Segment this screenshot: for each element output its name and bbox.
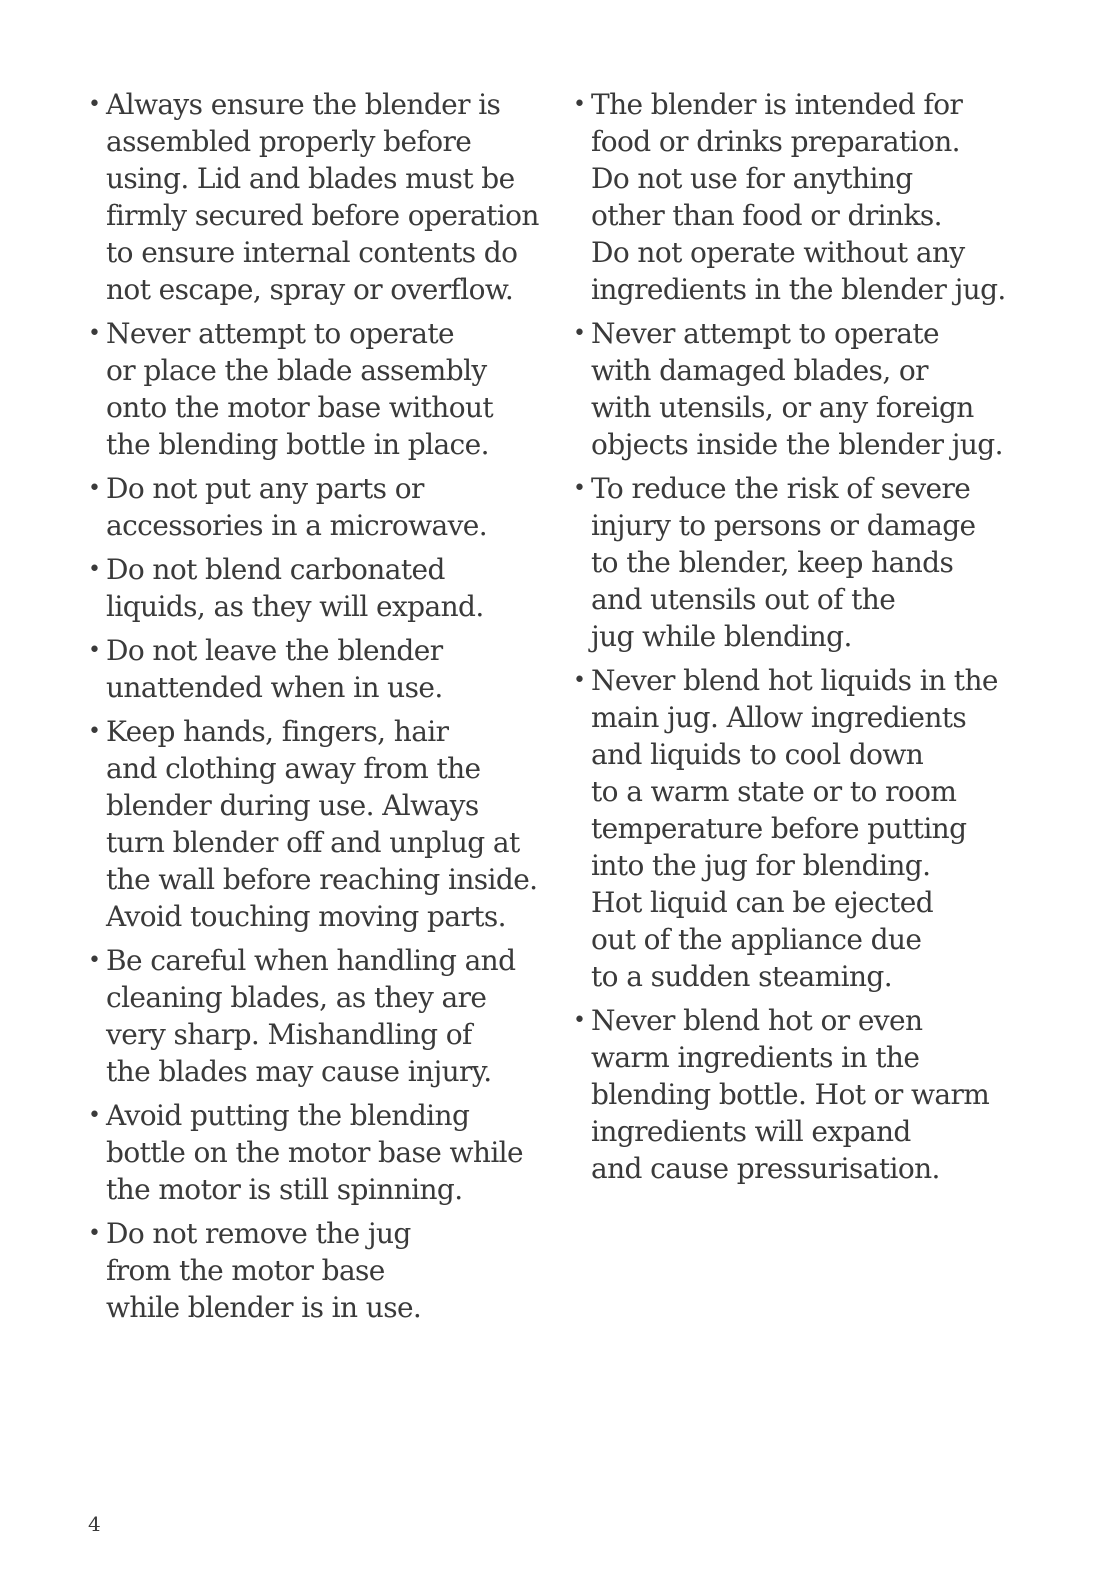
safety-item bbox=[88, 470, 548, 544]
safety-item-line: Do not leave the blender bbox=[106, 634, 443, 667]
safety-item-line: and cause pressurisation. bbox=[591, 1152, 940, 1185]
safety-item-line: unattended when in use. bbox=[106, 671, 443, 704]
safety-item-line: turn blender off and unplug at bbox=[106, 826, 520, 859]
safety-item-line: Be careful when handling and bbox=[106, 944, 516, 977]
safety-item-line: Do not blend carbonated bbox=[106, 553, 445, 586]
safety-item bbox=[88, 1215, 548, 1326]
safety-item-line: blender during use. Always bbox=[106, 789, 479, 822]
safety-item-line: while blender is in use. bbox=[106, 1291, 422, 1324]
safety-item bbox=[573, 470, 1013, 655]
safety-item-line: or place the blade assembly bbox=[106, 354, 487, 387]
bullet-icon: • bbox=[88, 1103, 101, 1128]
safety-item bbox=[88, 1097, 548, 1208]
safety-item-line: ingredients in the blender jug. bbox=[591, 273, 1006, 306]
safety-item-line: to ensure internal contents do bbox=[106, 236, 518, 269]
safety-item-line: temperature before putting bbox=[591, 812, 967, 845]
safety-item-line: blending bottle. Hot or warm bbox=[591, 1078, 990, 1111]
safety-item-line: assembled properly before bbox=[106, 125, 472, 158]
safety-item-line: with damaged blades, or bbox=[591, 354, 928, 387]
safety-item-line: the motor is still spinning. bbox=[106, 1173, 463, 1206]
safety-item-line: very sharp. Mishandling of bbox=[106, 1018, 472, 1051]
bullet-icon: • bbox=[573, 476, 586, 501]
safety-item-line: Do not remove the jug bbox=[106, 1217, 411, 1250]
safety-item-line: ingredients will expand bbox=[591, 1115, 911, 1148]
safety-item bbox=[88, 86, 548, 308]
safety-item-line: liquids, as they will expand. bbox=[106, 590, 484, 623]
safety-item-line: the wall before reaching inside. bbox=[106, 863, 538, 896]
safety-item-line: to a sudden steaming. bbox=[591, 960, 893, 993]
safety-item-line: main jug. Allow ingredients bbox=[591, 701, 967, 734]
safety-item-line: Never blend hot liquids in the bbox=[591, 664, 998, 697]
bullet-icon: • bbox=[88, 638, 101, 663]
safety-item-line: and liquids to cool down bbox=[591, 738, 924, 771]
safety-item bbox=[573, 315, 1013, 463]
safety-item-line: Never blend hot or even bbox=[591, 1004, 923, 1037]
bullet-icon: • bbox=[88, 1221, 101, 1246]
safety-item bbox=[573, 86, 1013, 308]
safety-item-line: into the jug for blending. bbox=[591, 849, 931, 882]
safety-item bbox=[573, 1002, 1013, 1187]
safety-item-line: and utensils out of the bbox=[591, 583, 896, 616]
safety-item-line: Do not put any parts or bbox=[106, 472, 424, 505]
bullet-icon: • bbox=[88, 719, 101, 744]
safety-item-line: Never attempt to operate bbox=[106, 317, 455, 350]
safety-item-line: To reduce the risk of severe bbox=[591, 472, 971, 505]
safety-item-line: cleaning blades, as they are bbox=[106, 981, 487, 1014]
safety-item-line: onto the motor base without bbox=[106, 391, 494, 424]
left-safety-column bbox=[88, 86, 548, 1333]
safety-item-line: injury to persons or damage bbox=[591, 509, 976, 542]
bullet-icon: • bbox=[88, 476, 101, 501]
safety-item-line: Always ensure the blender is bbox=[106, 88, 501, 121]
bullet-icon: • bbox=[88, 92, 101, 117]
safety-item bbox=[88, 713, 548, 935]
safety-item bbox=[88, 551, 548, 625]
safety-item bbox=[88, 315, 548, 463]
safety-item-line: from the motor base bbox=[106, 1254, 385, 1287]
safety-item-line: the blades may cause injury. bbox=[106, 1055, 492, 1088]
bullet-icon: • bbox=[88, 321, 101, 346]
safety-item-line: not escape, spray or overflow. bbox=[106, 273, 514, 306]
safety-item-line: out of the appliance due bbox=[591, 923, 922, 956]
safety-item-line: Hot liquid can be ejected bbox=[591, 886, 934, 919]
safety-item-line: accessories in a microwave. bbox=[106, 509, 488, 542]
safety-item-line: the blending bottle in place. bbox=[106, 428, 489, 461]
bullet-icon: • bbox=[573, 92, 586, 117]
safety-item bbox=[573, 662, 1013, 995]
page-number: 4 bbox=[88, 1512, 101, 1536]
safety-item-line: to a warm state or to room bbox=[591, 775, 957, 808]
safety-item bbox=[88, 942, 548, 1090]
safety-item-line: warm ingredients in the bbox=[591, 1041, 920, 1074]
bullet-icon: • bbox=[88, 557, 101, 582]
safety-item-line: Keep hands, fingers, hair bbox=[106, 715, 449, 748]
safety-item-line: objects inside the blender jug. bbox=[591, 428, 1003, 461]
safety-item-line: bottle on the motor base while bbox=[106, 1136, 523, 1169]
safety-item-line: Do not operate without any bbox=[591, 236, 965, 269]
bullet-icon: • bbox=[573, 668, 586, 693]
safety-item-line: to the blender, keep hands bbox=[591, 546, 954, 579]
safety-item-line: using. Lid and blades must be bbox=[106, 162, 515, 195]
safety-item-line: other than food or drinks. bbox=[591, 199, 942, 232]
right-safety-column bbox=[573, 86, 1013, 1194]
safety-item-line: and clothing away from the bbox=[106, 752, 481, 785]
safety-item-line: The blender is intended for bbox=[591, 88, 963, 121]
safety-item-line: Avoid putting the blending bbox=[106, 1099, 470, 1132]
safety-item-line: firmly secured before operation bbox=[106, 199, 539, 232]
bullet-icon: • bbox=[573, 321, 586, 346]
safety-item-line: jug while blending. bbox=[591, 620, 852, 653]
safety-item-line: Do not use for anything bbox=[591, 162, 913, 195]
safety-item-line: Never attempt to operate bbox=[591, 317, 940, 350]
safety-item-line: food or drinks preparation. bbox=[591, 125, 960, 158]
safety-item-line: with utensils, or any foreign bbox=[591, 391, 974, 424]
safety-item-line: Avoid touching moving parts. bbox=[106, 900, 506, 933]
bullet-icon: • bbox=[573, 1008, 586, 1033]
bullet-icon: • bbox=[88, 948, 101, 973]
safety-item bbox=[88, 632, 548, 706]
